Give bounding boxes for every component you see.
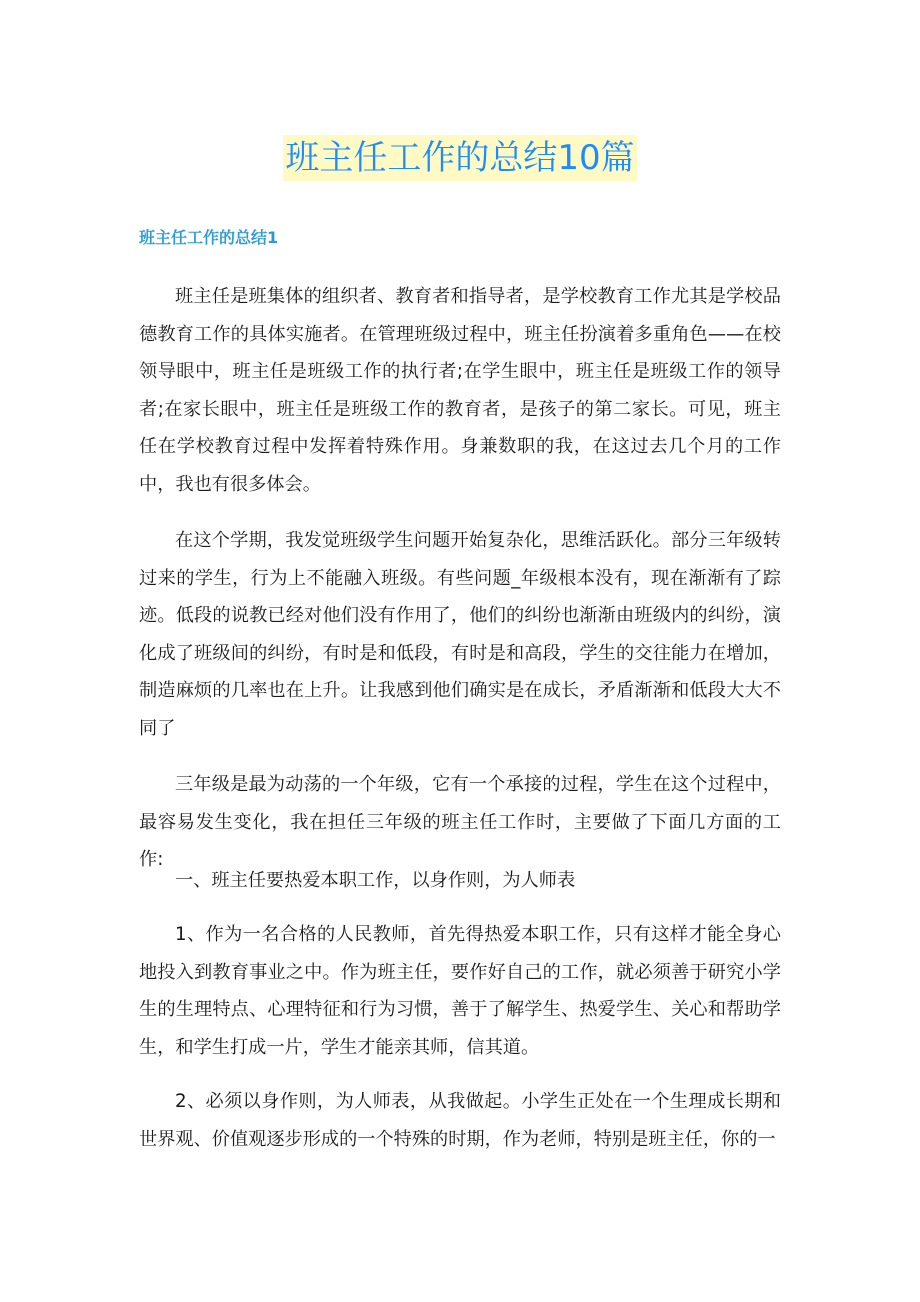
title-container xyxy=(0,135,920,181)
paragraph-point-2: 2、必须以身作则，为人师表，从我做起。小学生正处在一个生理成长期和世界观、价值观逐步形成的一个特殊的时期，作为老师，特别是班主任，你的一 xyxy=(139,1091,781,1150)
paragraph-semester: 在这个学期，我发觉班级学生问题开始复杂化，思维活跃化。部分三年级转过来的学生，行为上不能融入班级。有些问题_年级根本没有，现在渐渐有了踪迹。低段的说教已经对他们没有作用了，他们的纠纷也渐渐由班级内的纠纷，演化成了班级间的纠纷，有时是和低段，有时是和高段，学生的交往能力在增加，制造麻烦的几率也在上升。让我感到他们确实是在成长，矛盾渐渐和低段大大不同了 xyxy=(139,530,781,739)
paragraph-point-1: 1、作为一名合格的人民教师，首先得热爱本职工作，只有这样才能全身心地投入到教育事业之中。作为班主任，要作好自己的工作，就必须善于研究小学生的生理特点、心理特征和行为习惯，善于了解学生、热爱学生、关心和帮助学生，和学生打成一片，学生才能亲其师，信其道。 xyxy=(139,924,781,1058)
paragraph-grade-three: 三年级是最为动荡的一个年级，它有一个承接的过程，学生在这个过程中，最容易发生变化，我在担任三年级的班主任工作时，主要做了下面几方面的工作: xyxy=(139,774,781,870)
section-heading: 班主任工作的总结1 xyxy=(139,228,279,247)
paragraph-heading-one: 一、班主任要热爱本职工作，以身作则，为人师表 xyxy=(175,870,576,891)
document-title: 班主任工作的总结10篇 xyxy=(283,135,636,181)
paragraph-intro: 班主任是班集体的组织者、教育者和指导者，是学校教育工作尤其是学校品德教育工作的具体实施者。在管理班级过程中，班主任扮演着多重角色——在校领导眼中，班主任是班级工作的执行者;在学生眼中，班主任是班级工作的领导者;在家长眼中，班主任是班级工作的教育者，是孩子的第二家长。可见，班主任在学校教育过程中发挥着特殊作用。身兼数职的我，在这过去几个月的工作中，我也有很多体会。 xyxy=(139,286,781,495)
